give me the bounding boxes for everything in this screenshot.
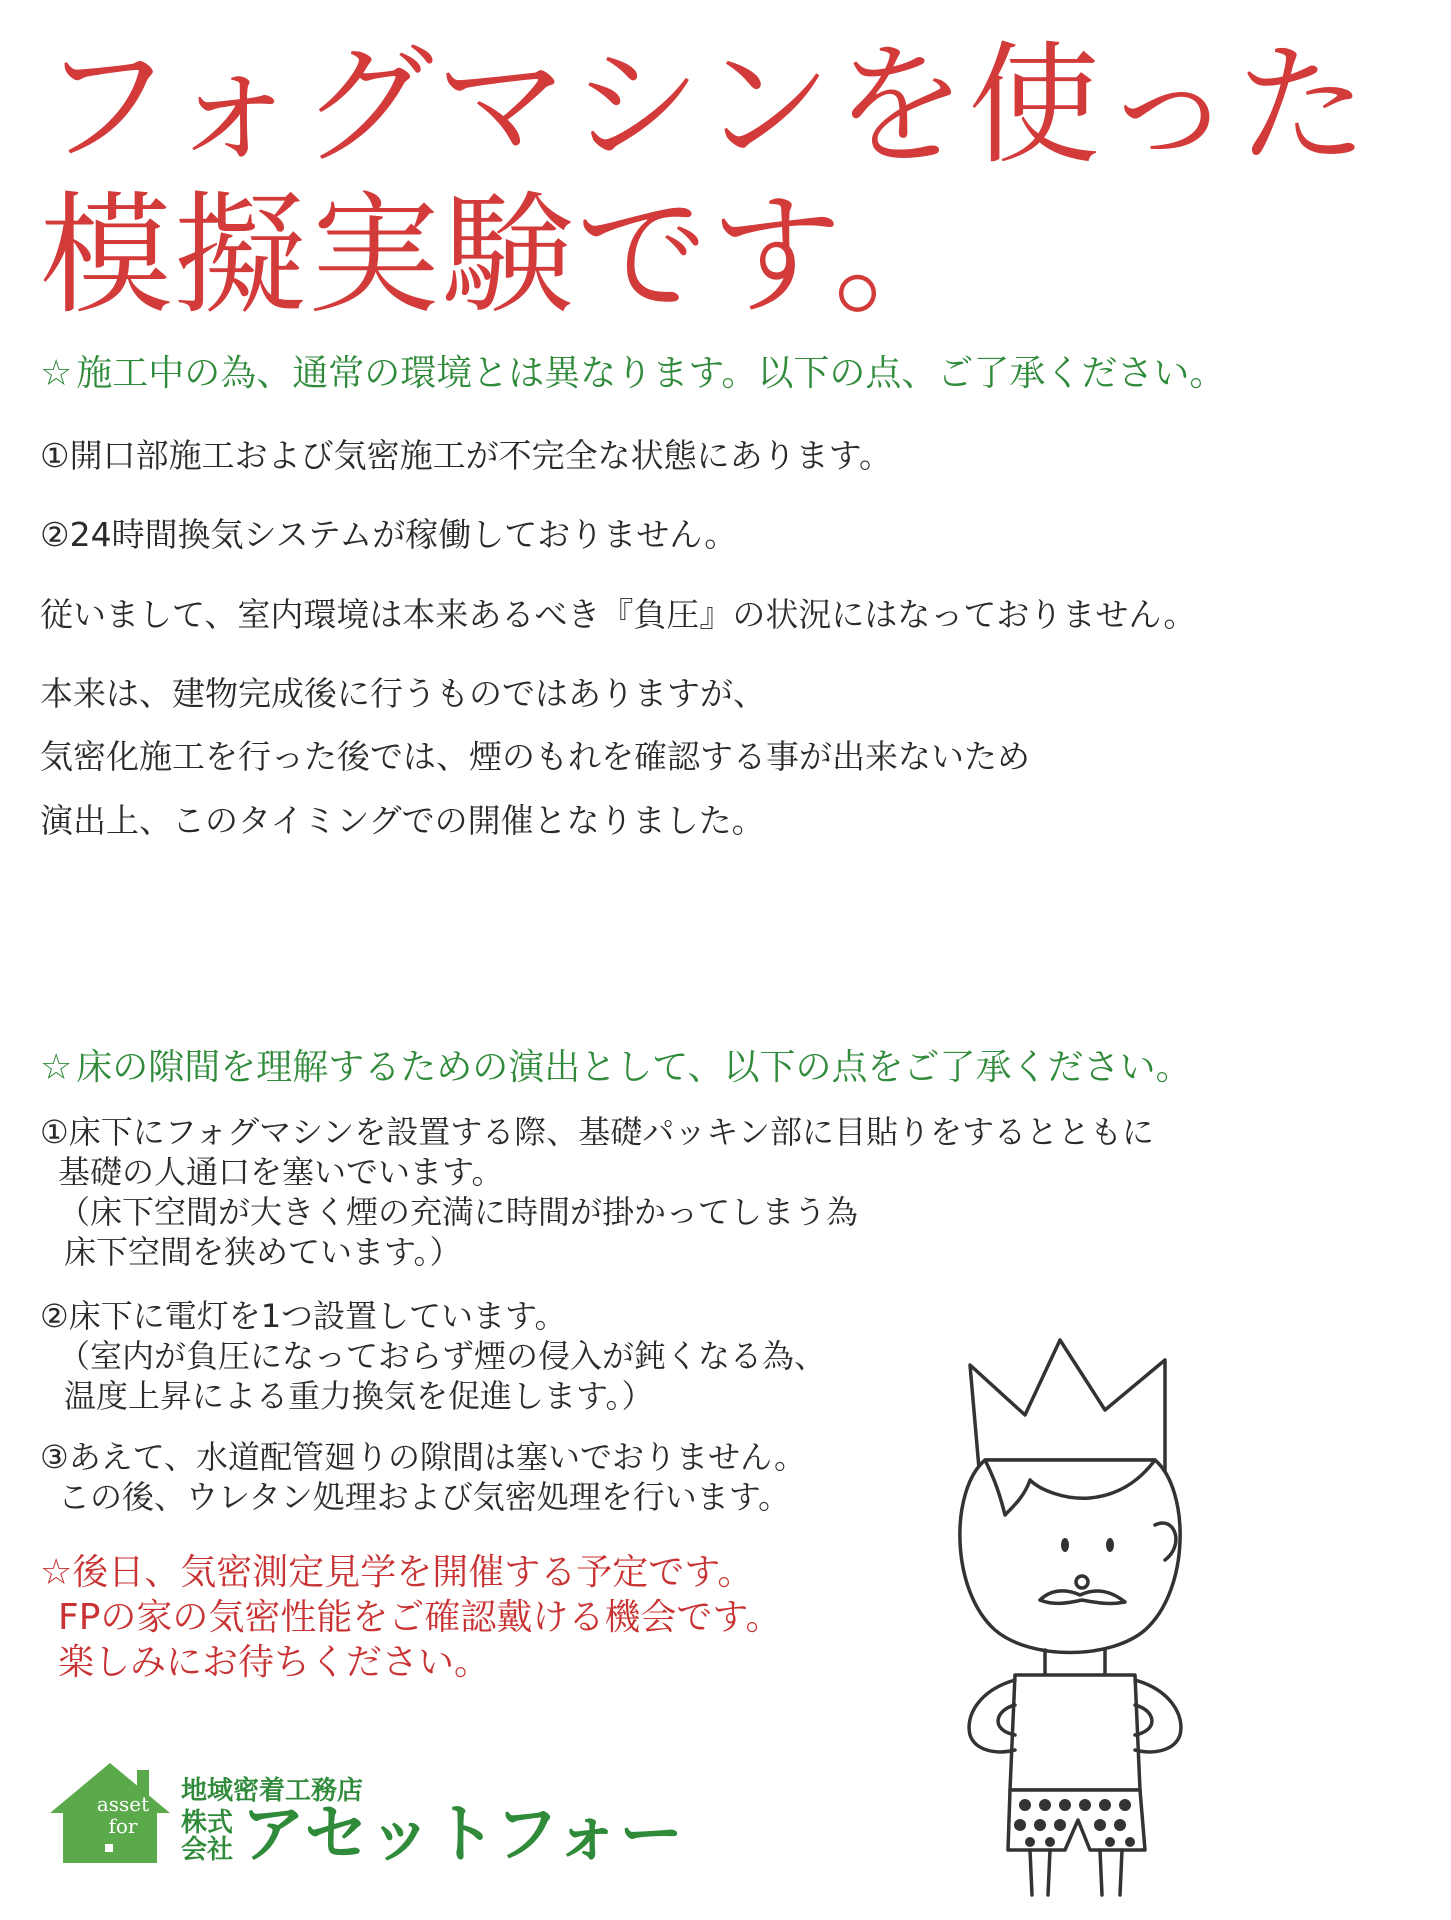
section2-item-1 bbox=[40, 1112, 1154, 1272]
company-logo bbox=[45, 1758, 684, 1878]
section2-heading bbox=[40, 1046, 1192, 1089]
logo-corp-type: 株式 会社 bbox=[181, 1808, 234, 1866]
section2-item-1-line-2: 基礎の人通口を塞いでいます。 bbox=[58, 1153, 504, 1191]
title-line-2: 模擬実験です。 bbox=[40, 179, 968, 333]
section1-paragraph-2-line-1: 本来は、建物完成後に行うものではありますが、 bbox=[40, 674, 766, 713]
section2-item-2-line-1: ②床下に電灯を1つ設置しています。 bbox=[40, 1297, 567, 1335]
star-icon: ☆ bbox=[40, 1047, 73, 1088]
section2-item-2-line-3: 温度上昇による重力換気を促進します。） bbox=[64, 1377, 654, 1415]
section2-item-3 bbox=[40, 1437, 806, 1517]
star-icon: ☆ bbox=[40, 353, 73, 394]
section2-item-1-line-3: （床下空間が大きく煙の充満に時間が掛かってしまう為 bbox=[58, 1193, 859, 1231]
note-line-2: FPの家の気密性能をご確認戴ける機会です。 bbox=[58, 1597, 782, 1638]
section2-item-2-line-2: （室内が負圧になっておらず煙の侵入が鈍くなる為、 bbox=[58, 1337, 827, 1375]
section2-item-1-line-1: ①床下にフォグマシンを設置する際、基礎パッキン部に目貼りをするとともに bbox=[40, 1113, 1154, 1151]
note-line-1: ☆後日、気密測定見学を開催する予定です。 bbox=[40, 1552, 754, 1593]
section1-paragraph-2-line-3: 演出上、このタイミングでの開催となりました。 bbox=[40, 801, 765, 840]
section2-item-2 bbox=[40, 1296, 826, 1416]
section2-item-3-line-2: この後、ウレタン処理および気密処理を行います。 bbox=[58, 1478, 791, 1516]
logo-company-name: アセットフォー bbox=[241, 1798, 684, 1872]
section1-paragraph-1: 従いまして、室内環境は本来あるべき『負圧』の状況にはなっておりません。 bbox=[40, 595, 1197, 634]
logo-house-text: asset for bbox=[96, 1792, 150, 1838]
section1-item-1: ①開口部施工および気密施工が不完全な状態にあります。 bbox=[40, 436, 892, 475]
note-line-3: 楽しみにお待ちください。 bbox=[58, 1642, 491, 1683]
section2-item-3-line-1: ③あえて、水道配管廻りの隙間は塞いでおりません。 bbox=[40, 1438, 806, 1476]
section2-item-1-line-4: 床下空間を狭めています。） bbox=[64, 1233, 462, 1271]
section1-heading bbox=[40, 352, 1225, 395]
section2-heading-text: 床の隙間を理解するための演出として、以下の点をご了承ください。 bbox=[76, 1047, 1192, 1088]
crown-mascot-illustration bbox=[940, 1320, 1230, 1900]
logo-tagline: 地域密着工務店 bbox=[181, 1776, 364, 1806]
section1-paragraph-2-line-2: 気密化施工を行った後では、煙のもれを確認する事が出来ないため bbox=[40, 737, 1030, 776]
section1-heading-text: 施工中の為、通常の環境とは異なります。以下の点、ご了承ください。 bbox=[76, 353, 1226, 394]
measurement-note bbox=[40, 1550, 782, 1685]
section1-item-2: ②24時間換気システムが稼働しておりません。 bbox=[40, 515, 738, 554]
title-line-1: フォグマシンを使った bbox=[40, 29, 1371, 183]
